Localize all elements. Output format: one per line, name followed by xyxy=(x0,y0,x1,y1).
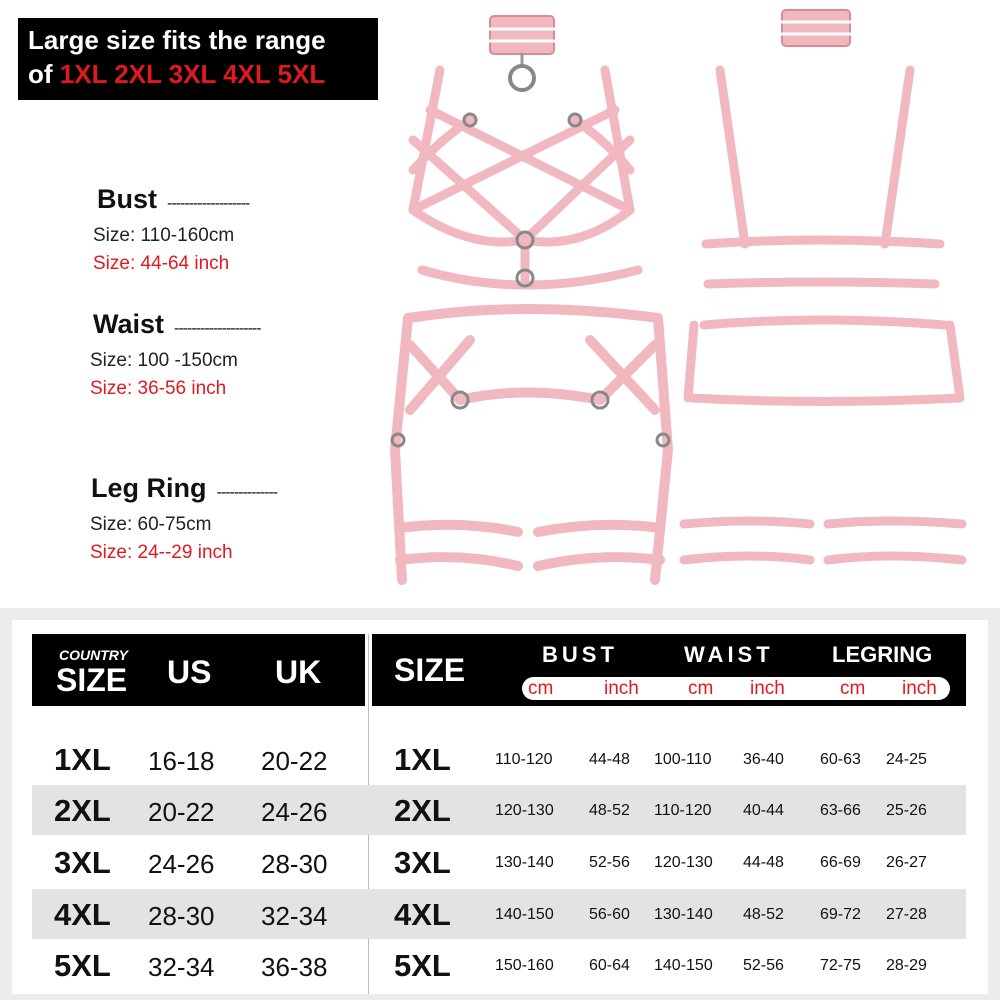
waist-label: Waist xyxy=(93,309,165,339)
right-size-label: SIZE xyxy=(394,652,466,688)
uk-label: UK xyxy=(275,654,322,690)
row-bust-cm: 140-150 xyxy=(495,906,554,923)
country-size-header xyxy=(32,634,365,706)
row-waist-in: 44-48 xyxy=(743,854,784,871)
waist-dash: -------------------- xyxy=(174,319,261,337)
row-waist-cm: 100-110 xyxy=(654,751,712,768)
row-leg-cm: 72-75 xyxy=(820,957,861,974)
waist-inch-unit: inch xyxy=(750,678,785,699)
row-us: 20-22 xyxy=(148,797,215,827)
row-uk: 36-38 xyxy=(261,952,328,982)
row-waist-in: 48-52 xyxy=(743,906,784,923)
row-waist-in: 36-40 xyxy=(743,751,784,768)
row-size-left: 5XL xyxy=(54,948,111,983)
row-waist-cm: 120-130 xyxy=(654,854,713,871)
row-bust-in: 52-56 xyxy=(589,854,630,871)
measurement-header xyxy=(372,634,966,706)
row-leg-cm: 63-66 xyxy=(820,802,861,819)
collar-front xyxy=(490,16,554,90)
bust-col-label: BUST xyxy=(542,642,618,667)
row-size-left: 4XL xyxy=(54,897,111,932)
row-waist-cm: 140-150 xyxy=(654,957,713,974)
waist-cm-unit: cm xyxy=(688,678,714,699)
row-us: 24-26 xyxy=(148,849,215,879)
garter-belt-front xyxy=(395,309,668,580)
row-bust-in: 60-64 xyxy=(589,957,630,974)
row-leg-in: 24-25 xyxy=(886,751,927,768)
unit-pill xyxy=(522,677,950,700)
row-waist-cm: 110-120 xyxy=(654,802,712,819)
bust-inch-unit: inch xyxy=(604,678,639,699)
table-row xyxy=(32,940,966,990)
row-leg-in: 28-29 xyxy=(886,957,927,974)
row-us: 16-18 xyxy=(148,746,215,776)
row-bust-cm: 130-140 xyxy=(495,854,554,871)
row-bust-in: 44-48 xyxy=(589,751,630,768)
row-bust-cm: 110-120 xyxy=(495,751,553,768)
bra-straps-front xyxy=(413,70,638,285)
waist-col-label: WAIST xyxy=(684,642,774,667)
row-size-right: 5XL xyxy=(394,948,451,983)
table-row xyxy=(32,837,966,887)
row-size-right: 3XL xyxy=(394,845,451,880)
row-size-right: 4XL xyxy=(394,897,451,932)
banner-line1: Large size fits the range xyxy=(28,25,326,55)
garter-rings-front xyxy=(392,392,669,446)
row-uk: 20-22 xyxy=(261,746,328,776)
row-leg-cm: 66-69 xyxy=(820,854,861,871)
row-leg-in: 25-26 xyxy=(886,802,927,819)
row-bust-in: 56-60 xyxy=(589,906,630,923)
row-leg-in: 26-27 xyxy=(886,854,927,871)
leg-ring-dash: -------------- xyxy=(216,483,278,501)
leg-ring-cm: Size: 60-75cm xyxy=(90,514,212,535)
bust-label: Bust xyxy=(97,184,157,214)
waist-cm: Size: 100 -150cm xyxy=(90,350,238,371)
row-size-left: 3XL xyxy=(54,845,111,880)
bust-cm: Size: 110-160cm xyxy=(93,225,235,246)
leg-cm-unit: cm xyxy=(840,678,866,699)
leg-ring-inch: Size: 24--29 inch xyxy=(90,542,233,563)
bust-inch: Size: 44-64 inch xyxy=(93,253,230,274)
row-uk: 28-30 xyxy=(261,849,328,879)
banner-line2-prefix: of xyxy=(28,59,53,89)
row-uk: 32-34 xyxy=(261,901,328,931)
bust-dash: ------------------- xyxy=(167,194,250,212)
harness-front-view xyxy=(392,16,669,580)
row-waist-in: 52-56 xyxy=(743,957,784,974)
bust-cm-unit: cm xyxy=(528,678,554,699)
row-waist-cm: 130-140 xyxy=(654,906,713,923)
straps-back xyxy=(684,70,962,560)
row-leg-cm: 60-63 xyxy=(820,751,861,768)
row-us: 32-34 xyxy=(148,952,215,982)
row-size-left: 2XL xyxy=(54,793,111,828)
row-leg-cm: 69-72 xyxy=(820,906,861,923)
country-label: COUNTRY xyxy=(59,647,128,663)
row-uk: 24-26 xyxy=(261,797,328,827)
row-bust-cm: 120-130 xyxy=(495,802,554,819)
row-waist-in: 40-44 xyxy=(743,802,784,819)
row-bust-cm: 150-160 xyxy=(495,957,554,974)
harness-back-view xyxy=(684,10,962,560)
left-size-label: SIZE xyxy=(56,662,128,698)
leg-inch-unit: inch xyxy=(902,678,937,699)
row-size-right: 2XL xyxy=(394,793,451,828)
row-leg-in: 27-28 xyxy=(886,906,927,923)
table-row xyxy=(32,785,966,835)
waist-inch: Size: 36-56 inch xyxy=(90,378,227,399)
row-size-right: 1XL xyxy=(394,742,451,777)
leg-ring-label: Leg Ring xyxy=(91,473,207,503)
row-bust-in: 48-52 xyxy=(589,802,630,819)
row-us: 28-30 xyxy=(148,901,215,931)
us-label: US xyxy=(167,654,212,690)
table-row xyxy=(32,734,966,784)
size-chart-section xyxy=(0,608,1000,1000)
collar-back xyxy=(782,10,850,46)
banner-sizes: 1XL 2XL 3XL 4XL 5XL xyxy=(59,59,326,89)
table-row xyxy=(32,889,966,939)
row-size-left: 1XL xyxy=(54,742,111,777)
legring-col-label: LEGRING xyxy=(832,642,933,667)
size-chart-card xyxy=(12,620,988,994)
